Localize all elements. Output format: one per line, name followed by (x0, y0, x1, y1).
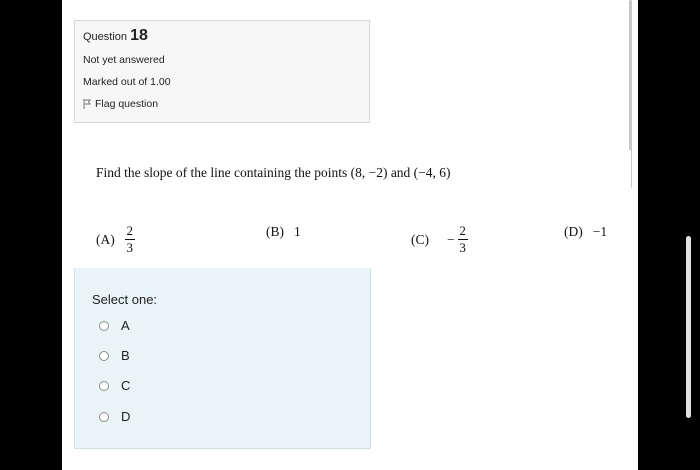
radio-d[interactable] (99, 412, 109, 422)
option-a-denominator: 3 (126, 240, 133, 255)
option-b-label: (B) (266, 224, 284, 239)
answer-choice-a-label[interactable]: A (121, 318, 130, 333)
question-status: Not yet answered (83, 54, 165, 66)
answer-choice-b-label[interactable]: B (121, 348, 130, 363)
option-d-label: (D) (564, 224, 583, 239)
answer-choice-c-label[interactable]: C (121, 378, 131, 393)
question-info-panel (74, 20, 370, 123)
flag-icon (83, 99, 91, 109)
option-c (411, 224, 468, 255)
question-marks: Marked out of 1.00 (83, 76, 171, 88)
option-c-denominator: 3 (459, 240, 466, 255)
option-c-fraction (458, 224, 468, 255)
option-b (266, 224, 301, 240)
option-d (564, 224, 607, 240)
answer-choice-a[interactable] (99, 318, 130, 333)
answer-choice-d[interactable] (99, 409, 130, 424)
option-c-numerator: 2 (459, 223, 466, 238)
radio-a[interactable] (99, 321, 109, 331)
problem-stem: Find the slope of the line containing the points (8, −2) and (−4, 6) (96, 165, 451, 180)
question-label: Question (83, 31, 128, 43)
option-a-fraction (125, 224, 135, 255)
option-d-value: −1 (592, 224, 608, 239)
question-title (83, 27, 369, 45)
answer-choice-d-label[interactable]: D (121, 409, 131, 424)
radio-c[interactable] (99, 381, 109, 391)
flag-question-label[interactable]: Flag question (95, 98, 159, 110)
side-scrollbar[interactable] (686, 236, 691, 418)
option-b-value: 1 (294, 224, 301, 239)
select-one-prompt: Select one: (92, 292, 158, 307)
answer-choice-b[interactable] (99, 348, 130, 363)
radio-b[interactable] (99, 351, 109, 361)
flag-question-link[interactable] (83, 98, 369, 110)
problem-image (74, 150, 631, 268)
option-a (96, 224, 135, 255)
option-c-sign: − (447, 231, 455, 247)
option-a-label: (A) (96, 231, 115, 247)
question-number: 18 (130, 27, 148, 44)
option-c-label: (C) (411, 231, 429, 247)
option-a-numerator: 2 (126, 223, 133, 238)
answer-choice-c[interactable] (99, 378, 130, 393)
